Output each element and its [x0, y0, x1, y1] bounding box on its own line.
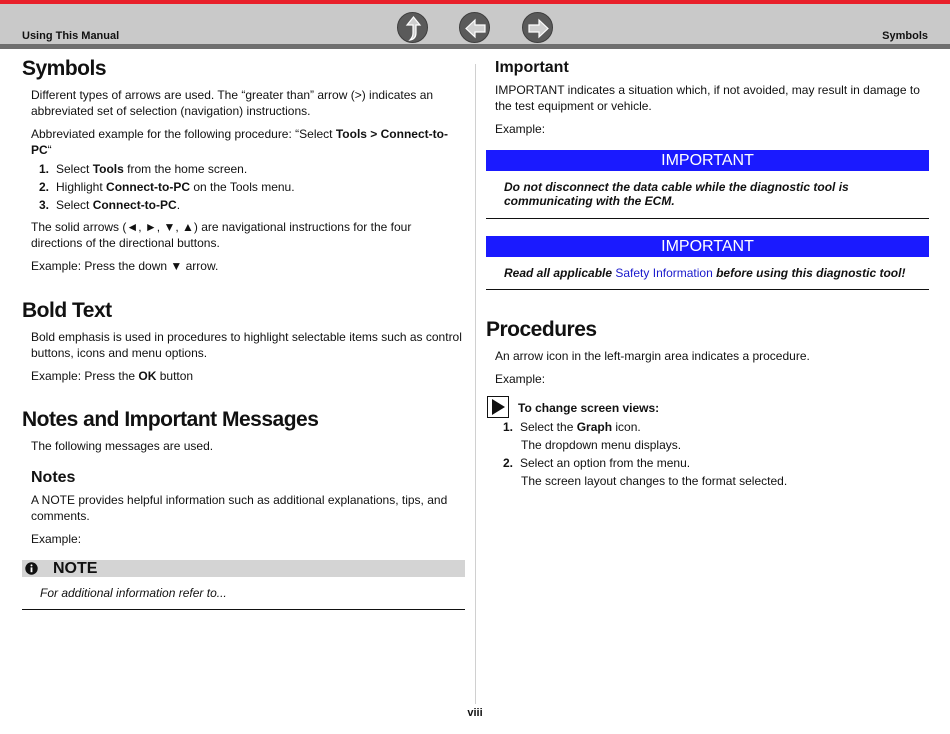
procedure-title: To change screen views: — [518, 401, 660, 415]
procedures-example-label: Example: — [495, 372, 546, 386]
important-text-2-end: before using this diagnostic tool! — [712, 266, 906, 280]
step-bold: Connect-to-PC — [92, 198, 177, 212]
symbols-paragraph-2 — [22, 126, 465, 158]
list-item — [486, 454, 929, 472]
step-bold: Graph — [576, 420, 613, 434]
list-item — [486, 436, 929, 454]
important-banner-2: IMPORTANT — [486, 236, 929, 257]
symbols-p2-text: Abbreviated example for the following procedure: “Select — [31, 127, 336, 141]
arrow-right-icon — [523, 13, 554, 44]
notes-messages-heading: Notes and Important Messages — [22, 408, 319, 431]
step-number: 2. — [39, 180, 50, 194]
info-icon — [25, 562, 38, 575]
note-label: NOTE — [53, 560, 98, 577]
step-bold: Tools — [92, 162, 124, 176]
step-number: 1. — [39, 162, 50, 176]
safety-information-link[interactable]: Safety Information — [615, 266, 713, 280]
step-number: 3. — [39, 198, 50, 212]
right-column — [486, 59, 929, 490]
step-bold: Connect-to-PC — [106, 180, 191, 194]
list-item — [22, 160, 465, 178]
bold-text-p2-text: Example: Press the — [31, 369, 139, 383]
step-text: Select the — [520, 420, 577, 434]
list-item — [486, 472, 929, 490]
step-text: Select — [56, 198, 93, 212]
column-divider — [475, 64, 476, 704]
note-bottom-rule — [22, 609, 465, 610]
important-rule-2 — [486, 289, 929, 290]
important-text-2-start: Read all applicable — [504, 266, 616, 280]
notes-messages-paragraph: The following messages are used. — [31, 439, 214, 453]
procedure-arrow-icon — [487, 396, 509, 418]
step-text: Highlight — [56, 180, 107, 194]
home-nav-button[interactable] — [397, 12, 428, 43]
note-text: For additional information refer to... — [40, 586, 227, 600]
page-header — [0, 4, 950, 44]
step-text-end: from the home screen. — [123, 162, 248, 176]
procedure-steps-list — [486, 418, 929, 490]
important-example-label: Example: — [495, 122, 546, 136]
procedures-heading: Procedures — [486, 318, 597, 341]
step-number: 2. — [503, 456, 514, 470]
symbols-paragraph-4: Example: Press the down ▼ arrow. — [31, 259, 219, 273]
step-text: Select — [56, 162, 93, 176]
page-number: viii — [467, 707, 483, 719]
bold-text-paragraph-1: Bold emphasis is used in procedures to highlight selectable items such as control buttons, icons and menu options. — [31, 330, 462, 360]
list-item — [22, 196, 465, 214]
step-text: Select an option from the menu. — [520, 456, 691, 470]
important-rule-1 — [486, 218, 929, 219]
step-text-end: on the Tools menu. — [190, 180, 295, 194]
next-page-button[interactable] — [522, 12, 553, 43]
important-heading: Important — [495, 59, 569, 76]
step-number: 1. — [503, 420, 514, 434]
symbols-p2-bold: Tools > Connect-to-PC — [31, 127, 448, 157]
symbols-heading: Symbols — [22, 57, 107, 80]
left-column — [22, 57, 465, 610]
bold-text-p2-end: button — [156, 369, 194, 383]
procedures-paragraph: An arrow icon in the left-margin area indicates a procedure. — [495, 349, 810, 363]
symbols-paragraph-3: The solid arrows (◄, ►, ▼, ▲) are navigational instructions for the four directions of the directional buttons. — [31, 220, 412, 250]
list-item — [486, 418, 929, 436]
step-text-end: icon. — [612, 420, 641, 434]
home-arrow-up-icon — [398, 13, 429, 44]
symbols-paragraph-1: Different types of arrows are used. The “greater than” arrow (>) indicates an abbreviated set of selection (navigation) instructions. — [31, 88, 434, 118]
procedure-title-row — [486, 396, 929, 418]
step-result: The dropdown menu displays. — [521, 438, 682, 452]
notes-heading: Notes — [31, 469, 76, 486]
header-right-title: Symbols — [882, 30, 928, 42]
important-paragraph: IMPORTANT indicates a situation which, if not avoided, may result in damage to the test equipment or vehicle. — [495, 83, 920, 113]
symbols-steps-list — [22, 160, 465, 214]
notes-example-label: Example: — [31, 532, 82, 546]
bold-text-paragraph-2 — [22, 368, 465, 384]
header-left-title: Using This Manual — [22, 30, 120, 42]
step-result: The screen layout changes to the format selected. — [521, 474, 788, 488]
step-text-end: . — [176, 198, 181, 212]
arrow-left-icon — [460, 13, 491, 44]
bold-text-p2-bold: OK — [138, 369, 157, 383]
important-text-2 — [486, 266, 929, 280]
list-item — [22, 178, 465, 196]
note-banner — [22, 560, 465, 577]
previous-page-button[interactable] — [459, 12, 490, 43]
symbols-p2-end: “ — [47, 143, 52, 157]
important-banner-1: IMPORTANT — [486, 150, 929, 171]
important-text-1: Do not disconnect the data cable while the diagnostic tool is communicating with the ECM. — [504, 180, 849, 208]
bold-text-heading: Bold Text — [22, 299, 112, 322]
header-shadow-bar — [0, 44, 950, 49]
notes-paragraph: A NOTE provides helpful information such as additional explanations, tips, and comments. — [31, 493, 448, 523]
